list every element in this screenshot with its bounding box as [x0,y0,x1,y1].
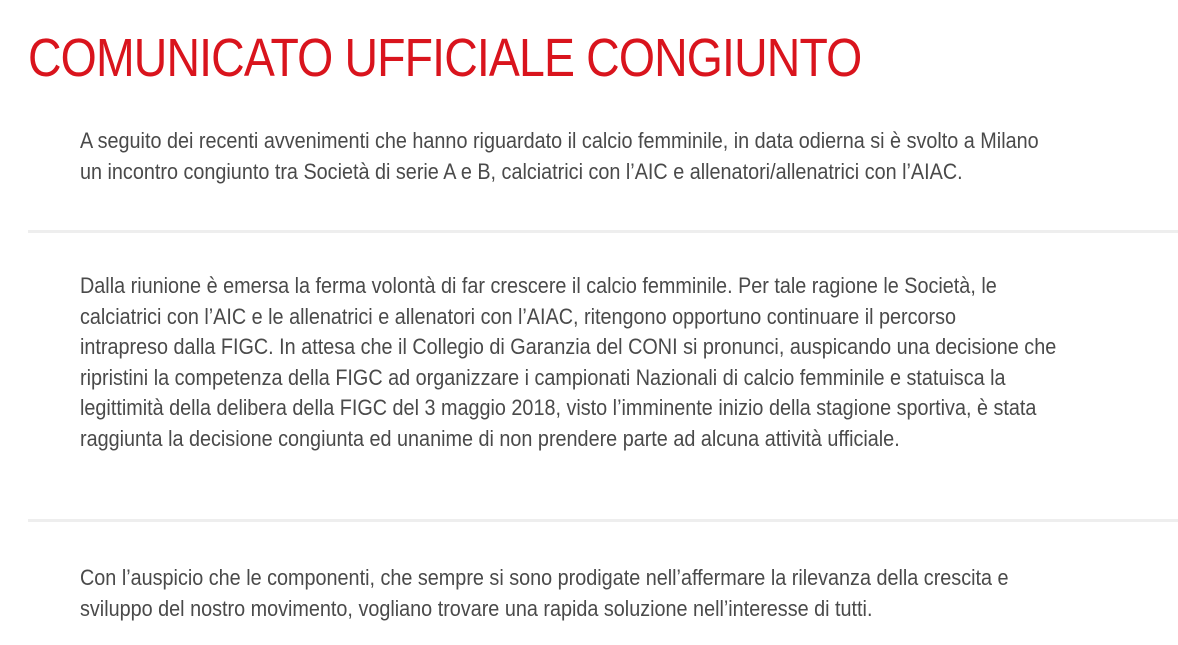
paragraph-line: Dalla riunione è emersa la ferma volontà di far crescere il calcio femminile. Per tale ragione le Società, le [80,273,997,298]
paragraph-line: raggiunta la decisione congiunta ed unanime di non prendere parte ad alcuna attività ufficiale. [80,425,900,451]
paragraph-decision [80,271,1101,454]
paragraph-line: Con l’auspicio che le componenti, che sempre si sono prodigate nell’affermare la rilevanza della crescita e [80,565,1009,590]
divider [28,230,1178,233]
paragraph-closing [80,563,1101,624]
paragraph-intro [80,126,1101,187]
paragraph-line: intrapreso dalla FIGC. In attesa che il Collegio di Garanzia del CONI si pronunci, auspicando una decisione che [80,334,1057,359]
paragraph-line: A seguito dei recenti avvenimenti che hanno riguardato il calcio femminile, in data odierna si è svolto a Milano [80,128,1039,153]
page-title: COMUNICATO UFFICIALE CONGIUNTO [28,28,862,88]
paragraph-line: legittimità della delibera della FIGC del 3 maggio 2018, visto l’imminente inizio della stagione sportiva, è stata [80,395,1037,420]
paragraph-line: calciatrici con l’AIC e le allenatrici e allenatori con l’AIAC, ritengono opportuno continuare il percorso [80,303,957,329]
paragraph-line: sviluppo del nostro movimento, vogliano trovare una rapida soluzione nell’interesse di tutti. [80,595,873,621]
paragraph-line: ripristini la competenza della FIGC ad organizzare i campionati Nazionali di calcio femminile e statuisca la [80,364,1006,390]
divider [28,519,1178,522]
paragraph-line: un incontro congiunto tra Società di serie A e B, calciatrici con l’AIC e allenatori/allenatrici con l’AIAC. [80,158,963,184]
